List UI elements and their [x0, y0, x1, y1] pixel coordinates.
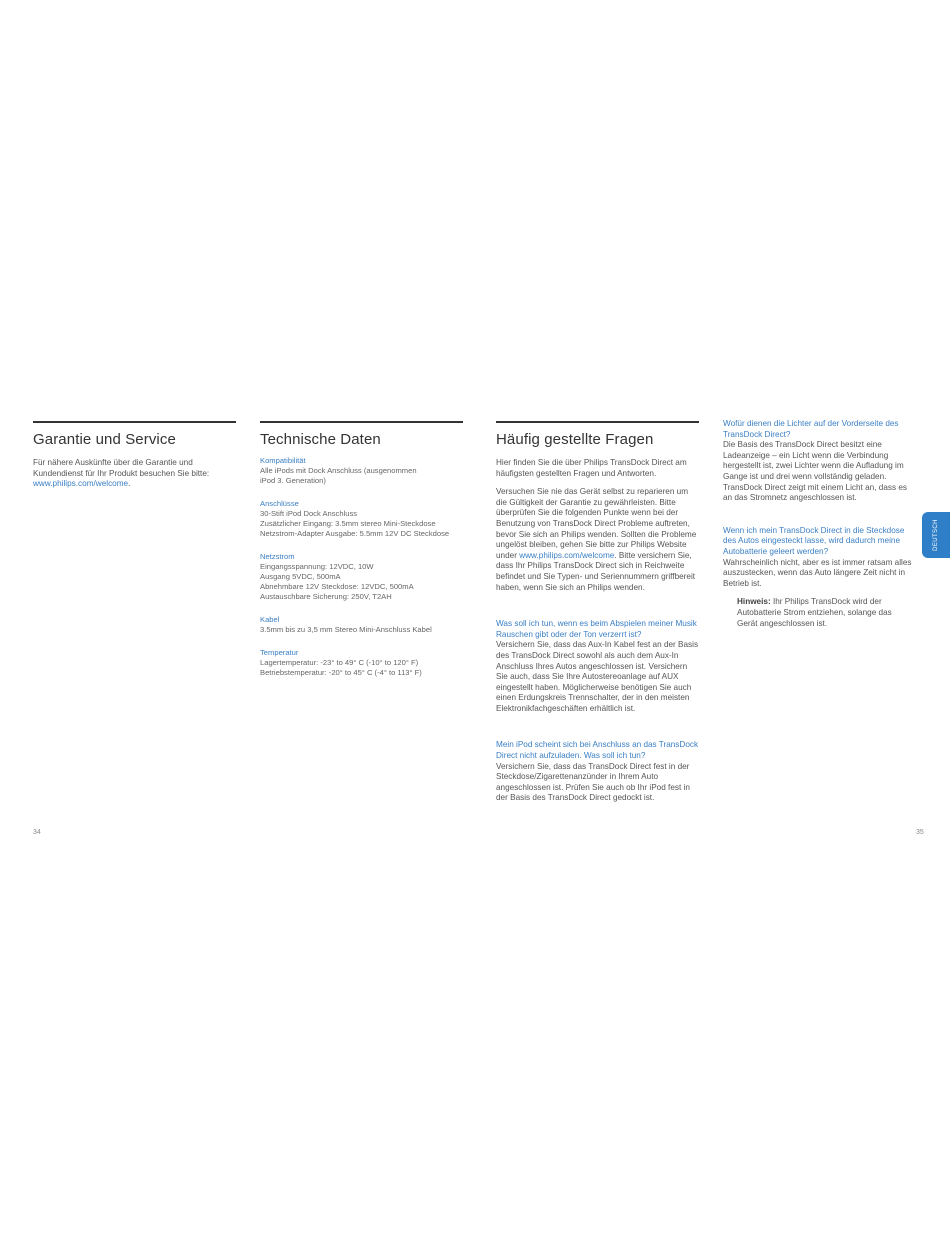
spec-heading: Anschlüsse — [260, 499, 299, 508]
language-tab — [922, 512, 950, 558]
warranty-section — [33, 421, 236, 490]
faq-question: Mein iPod scheint sich bei Anschluss an das TransDock Direct nicht aufzuladen. Was soll ich tun? — [496, 740, 699, 761]
faq-question: Wofür dienen die Lichter auf der Vorderseite des TransDock Direct? — [723, 419, 899, 439]
faq-section — [496, 421, 699, 804]
spec-power — [260, 552, 463, 602]
hint-text: Ihr Philips TransDock wird der Autobatterie Strom entziehen, solange das Gerät angeschlossen ist. — [737, 597, 892, 628]
philips-link[interactable]: www.philips.com/welcome — [33, 479, 129, 489]
spec-compat — [260, 456, 463, 486]
link-period: . — [128, 479, 131, 489]
repair-text: Versuchen Sie nie das Gerät selbst zu reparieren um die Gültigkeit der Garantie zu gewährleisten. Bitte überprüfen Sie die folgenden Punkte wenn bei der Benutzung von TransDock Direct Probleme auftreten, bevor Sie sich an Philips wenden. Sollten die Probleme ungelöst bleiben, gehen Sie bitte zur Philips Website under — [496, 487, 697, 560]
spec-line: 3.5mm bis zu 3,5 mm Stereo Mini-Anschluss Kabel — [260, 625, 432, 634]
faq-question: Was soll ich tun, wenn es beim Abspielen meiner Musik Rauschen gibt oder der Ton verzerrt ist? — [496, 619, 697, 639]
philips-link[interactable]: www.philips.com/welcome — [519, 550, 615, 560]
faq-title: Häufig gestellte Fragen — [496, 431, 654, 448]
spec-cable — [260, 615, 463, 635]
spec-heading: Kompatibilität — [260, 456, 306, 465]
faq-intro: Hier finden Sie die über Philips TransDock Direct am häufigsten gestellten Fragen und Antworten. — [496, 458, 687, 478]
spec-line: Alle iPods mit Dock Anschluss (ausgenommen — [260, 466, 417, 475]
faq-answer: Versichern Sie, dass das TransDock Direct fest in der Steckdose/Zigarettenanzünder in Ihrem Auto angeschlossen ist. Prüfen Sie auch ob Ihr iPod fest in der Basis des TransDock Direct gedockt ist. — [496, 761, 690, 803]
repair-text-tail: . Bitte versichern Sie, dass Ihr Philips TransDock Direct sich in Reichweite befindet und Sie Typen- und Seriennummern griffbereit haben, wenn Sie sich an Philips wenden. — [496, 550, 696, 592]
section-rule — [260, 421, 463, 423]
section-rule — [496, 421, 699, 423]
faq-answer: Die Basis des TransDock Direct besitzt eine Ladeanzeige – ein Licht wenn die Verbindung hergestellt ist, zwei Lichter wenn die Aufladung im Gange ist und drei wenn vollständig geladen. TransDock Direct zeigt mit einem Licht an, dass es an das Stromnetz angeschlossen ist. — [723, 440, 907, 503]
warranty-body: Für nähere Auskünfte über die Garantie und Kundendienst für Ihr Produkt besuchen Sie bitte: — [33, 458, 210, 478]
spec-line: Betriebstemperatur: -20° to 45° C (-4° to 113° F) — [260, 668, 422, 677]
spec-line: iPod 3. Generation) — [260, 476, 326, 485]
spec-heading: Temperatur — [260, 648, 299, 657]
faq-repair-note — [496, 487, 699, 593]
spec-heading: Kabel — [260, 615, 280, 624]
page-number-right: 35 — [916, 829, 924, 836]
hint-note — [723, 597, 913, 629]
faq-question: Wenn ich mein TransDock Direct in die Steckdose des Autos eingesteckt lasse, wird dadurch meine Autobatterie geleert werden? — [723, 525, 905, 556]
spec-line: Ausgang 5VDC, 500mA — [260, 572, 341, 581]
hint-label: Hinweis: — [737, 597, 771, 607]
section-rule — [33, 421, 236, 423]
faq-answer: Versichern Sie, dass das Aux-In Kabel fest an der Basis des TransDock Direct sowohl als auch dem Aux-In Anschluss Ihres Autos angeschlossen ist. Versichern Sie auch, dass Sie Ihre Autostereoanlage auf AUX eingestellt haben. Möglicherweise benötigen Sie auch einen Erdungskreis Trennschalter, der in den meisten Elektronikfachgeschäften erhältlich ist. — [496, 640, 699, 713]
faq-continued — [723, 419, 913, 629]
spec-line: Eingangsspannung: 12VDC, 10W — [260, 562, 374, 571]
spec-line: Abnehmbare 12V Steckdose: 12VDC, 500mA — [260, 582, 414, 591]
faq-answer: Wahrscheinlich nicht, aber es ist immer ratsam alles auszustecken, wenn das Auto längere Zeit nicht in Betrieb ist. — [723, 557, 912, 588]
spec-connectors — [260, 499, 463, 539]
language-tab-label: DEUTSCH — [933, 519, 939, 551]
warranty-text — [33, 458, 236, 490]
warranty-title: Garantie und Service — [33, 431, 176, 448]
spec-line: Austauschbare Sicherung: 250V, T2AH — [260, 592, 392, 601]
spec-line: 30-Stift iPod Dock Anschluss — [260, 509, 358, 518]
spec-line: Lagertemperatur: -23° to 49° C (-10° to 120° F) — [260, 658, 419, 667]
spec-temperature — [260, 648, 463, 678]
tech-data-title: Technische Daten — [260, 431, 381, 448]
spec-line: Zusätzlicher Eingang: 3.5mm stereo Mini-Steckdose — [260, 519, 436, 528]
tech-data-section — [260, 421, 463, 678]
spec-line: Netzstrom-Adapter Ausgabe: 5.5mm 12V DC Steckdose — [260, 529, 450, 538]
page-number-left: 34 — [33, 829, 41, 836]
spec-heading: Netzstrom — [260, 552, 295, 561]
